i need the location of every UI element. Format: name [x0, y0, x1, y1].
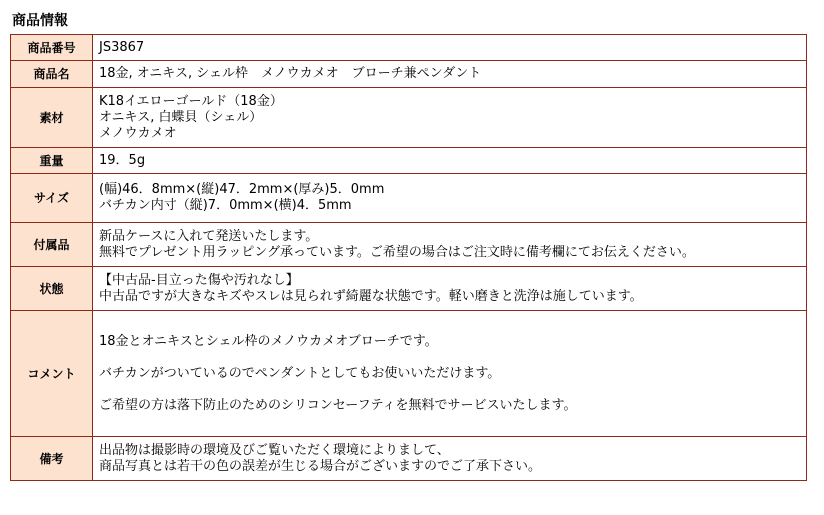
value-line: 新品ケースに入れて発送いたします。 — [99, 228, 319, 244]
section-title: 商品情報 — [12, 13, 68, 29]
value-line: (幅)46．8mm×(縦)47．2mm×(厚み)5．0mm — [99, 182, 385, 197]
row-value-item-number — [93, 35, 807, 61]
value-line: ご希望の方は落下防止のためのシリコンセーフティを無料でサービスいたします。 — [99, 397, 577, 413]
value-line: K18イエローゴールド（18金） — [99, 93, 283, 109]
value-line: バチカン内寸（縦)7．0mm×(横)4．5mm — [99, 198, 352, 213]
table-row — [11, 223, 807, 267]
blank-line — [99, 350, 800, 366]
row-label-size: サイズ — [11, 174, 93, 223]
table-row — [11, 61, 807, 88]
row-value-condition — [93, 267, 807, 311]
row-value-weight — [93, 148, 807, 174]
value-line: 18金, オニキス, シェル枠 メノウカメオ ブローチ兼ペンダント — [99, 66, 482, 81]
table-row — [11, 35, 807, 61]
table-row — [11, 437, 807, 481]
table-row — [11, 311, 807, 437]
row-value-material — [93, 88, 807, 148]
table-row — [11, 267, 807, 311]
row-label-item-name: 商品名 — [11, 61, 93, 88]
row-label-notes: 備考 — [11, 437, 93, 481]
row-label-item-number: 商品番号 — [11, 35, 93, 61]
value-line: 商品写真とは若干の色の誤差が生じる場合がございますのでご了承下さい。 — [99, 458, 542, 474]
value-line: メノウカメオ — [99, 125, 177, 141]
row-value-accessories — [93, 223, 807, 267]
value-line: 19．5g — [99, 152, 146, 168]
value-line: 無料でプレゼント用ラッピング承っています。ご希望の場合はご注文時に備考欄にてお伝えください。 — [99, 244, 695, 260]
table-row — [11, 88, 807, 148]
row-label-weight: 重量 — [11, 148, 93, 174]
row-value-comment — [93, 311, 807, 437]
product-info-table — [10, 34, 807, 481]
row-label-accessories: 付属品 — [11, 223, 93, 267]
value-line: 18金とオニキスとシェル枠のメノウカメオブローチです。 — [99, 333, 438, 349]
row-label-condition: 状態 — [11, 267, 93, 311]
value-line: バチカンがついているのでペンダントとしてもお使いいただけます。 — [99, 365, 501, 381]
row-label-material: 素材 — [11, 88, 93, 148]
row-value-notes — [93, 437, 807, 481]
value-line: 中古品ですが大きなキズやスレは見られず綺麗な状態です。軽い磨きと洗浄は施しています。 — [99, 288, 643, 304]
row-label-comment: コメント — [11, 311, 93, 437]
value-line: JS3867 — [99, 39, 145, 55]
row-value-item-name — [93, 61, 807, 88]
value-line: 出品物は撮影時の環境及びご覧いただく環境によりまして、 — [99, 442, 450, 458]
value-line: オニキス, 白蝶貝（シェル） — [99, 109, 263, 125]
blank-line — [99, 382, 800, 398]
table-row — [11, 148, 807, 174]
row-value-size — [93, 174, 807, 223]
table-row — [11, 174, 807, 223]
value-line: 【中古品-目立った傷や汚れなし】 — [99, 272, 299, 288]
